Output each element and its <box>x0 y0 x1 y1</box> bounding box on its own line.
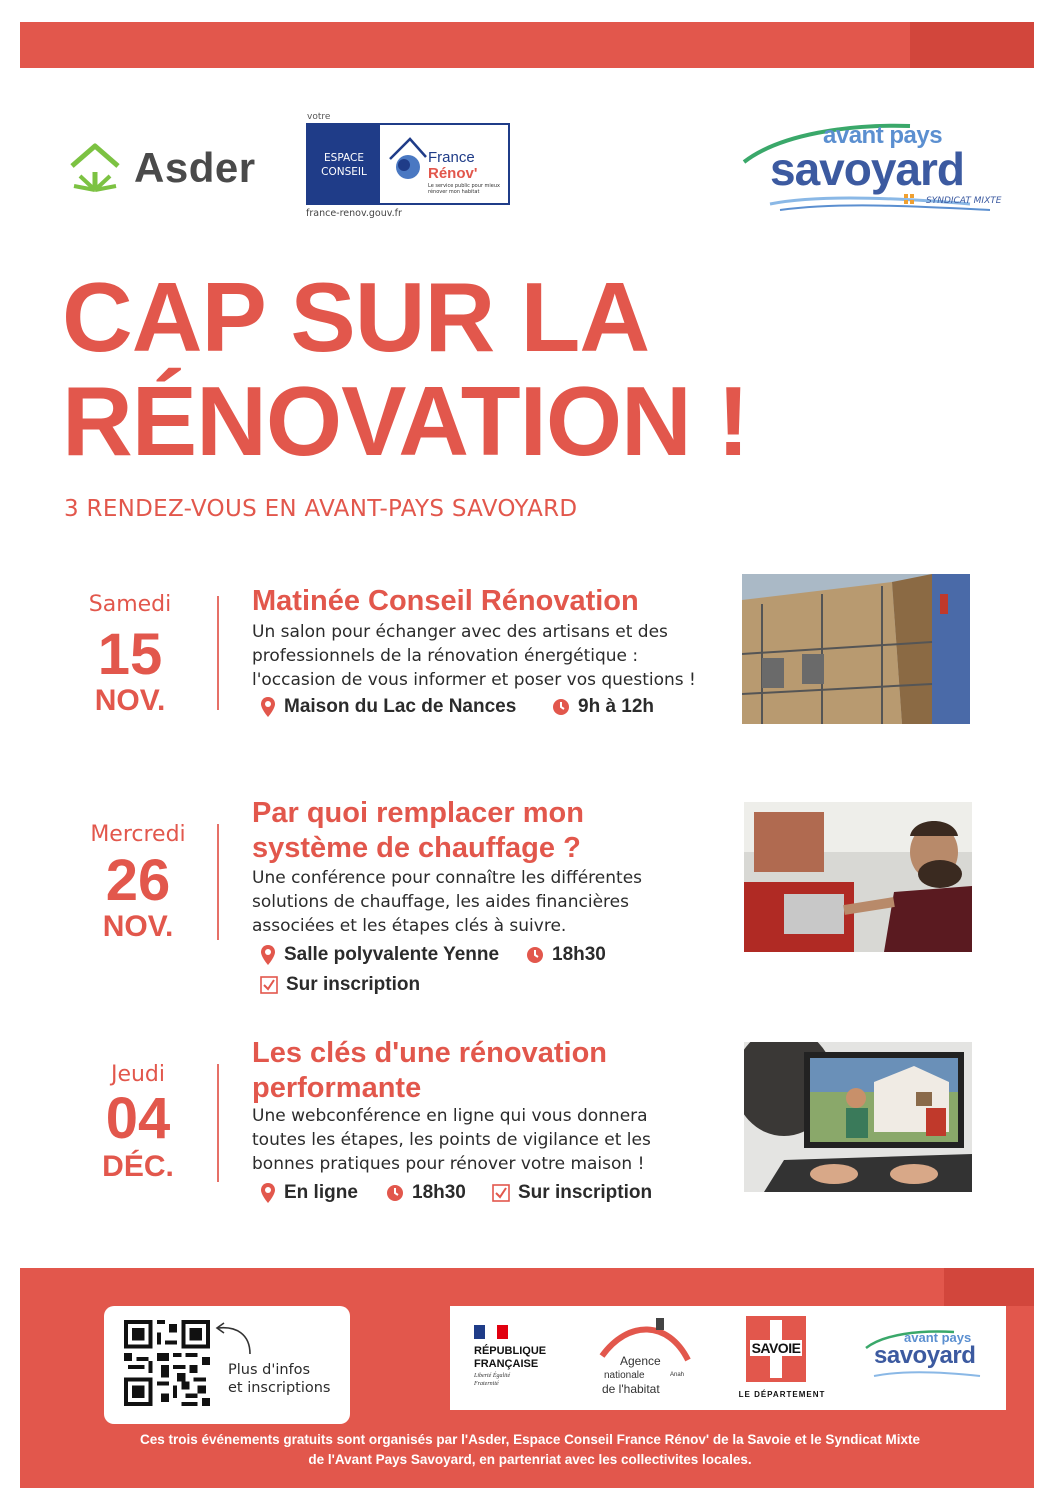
event-registration <box>260 974 420 996</box>
event-registration-text: Sur inscription <box>286 974 421 995</box>
qr-caption-line2: et inscriptions <box>228 1379 331 1396</box>
event-registration <box>492 1182 652 1204</box>
event-location <box>260 944 499 966</box>
event-desc-line: professionnels de la rénovation énergétique : <box>252 646 639 667</box>
event-date: 04 <box>105 1086 171 1151</box>
avant-pays-sub: SYNDICAT MIXTE <box>926 196 1002 206</box>
event-title-line: système de chauffage ? <box>252 831 581 864</box>
republique-francaise-logo <box>474 1324 584 1388</box>
checkbox-check-icon <box>260 976 278 994</box>
event-title <box>252 584 639 619</box>
event-day: Mercredi <box>90 822 186 847</box>
footer-text-line2: de l'Avant Pays Savoyard, en partenriat avec les collectivites locales. <box>308 1451 752 1467</box>
aps-small-line2: savoyard <box>874 1342 976 1369</box>
event-time-text: 9h à 12h <box>578 696 655 717</box>
event-day: Samedi <box>88 592 172 617</box>
republique-line1: RÉPUBLIQUE <box>474 1345 547 1357</box>
event-desc-line: Une webconférence en ligne qui vous donnera <box>252 1106 648 1126</box>
anah-logo <box>596 1316 700 1406</box>
laptop-webconference-photo <box>744 1042 972 1192</box>
event-day: Jeudi <box>110 1062 166 1087</box>
qr-card <box>104 1306 350 1424</box>
curved-arrow-icon <box>210 1320 256 1356</box>
republique-line2: FRANÇAISE <box>474 1358 539 1371</box>
clock-icon <box>526 946 544 964</box>
event-description <box>252 1104 651 1176</box>
france-renov-brand <box>380 125 508 203</box>
event-separator <box>217 596 219 710</box>
event-desc-line: toutes les étapes, les points de vigilance et les <box>252 1130 651 1151</box>
avant-pays-small-logo <box>864 1326 994 1396</box>
marianne-flag-icon <box>474 1325 508 1339</box>
event-date: 26 <box>105 848 171 913</box>
event-time <box>552 696 654 718</box>
main-title-line1: CAP SUR LA <box>62 262 650 372</box>
savoie-label: SAVOIE <box>751 1340 801 1356</box>
asder-logo-icon <box>68 142 122 194</box>
event-desc-line: solutions de chauffage, les aides financières <box>252 892 629 913</box>
france-renov-tagline: Le service public pour mieux rénover mon habitat <box>428 183 501 195</box>
event-month: NOV. <box>94 684 166 717</box>
event-location-text: En ligne <box>284 1182 358 1203</box>
event-month: NOV. <box>102 910 174 943</box>
main-title-line2: RÉNOVATION ! <box>62 366 749 476</box>
location-pin-icon <box>260 1182 276 1204</box>
clock-icon <box>552 698 570 716</box>
anah-line1: Agence <box>620 1354 661 1368</box>
qr-caption-line1: Plus d'infos <box>228 1362 311 1378</box>
france-renov-prefix: votre <box>307 112 331 122</box>
aps-small-line1: avant pays <box>904 1330 972 1345</box>
france-renov-logo <box>306 123 510 205</box>
anah-short: Anah <box>670 1372 685 1378</box>
event-title-line: Matinée Conseil Rénovation <box>252 585 639 617</box>
anah-line3: de l'habitat <box>602 1382 660 1396</box>
top-band <box>20 22 1034 68</box>
espace-conseil-block <box>308 125 380 203</box>
anah-line2: nationale <box>604 1370 645 1381</box>
qr-code-icon[interactable] <box>124 1320 210 1406</box>
location-pin-icon <box>260 696 276 718</box>
event-desc-line: l'occasion de vous informer et poser vos questions ! <box>252 670 696 691</box>
partner-logos <box>450 1306 1006 1410</box>
event-time <box>526 944 606 966</box>
france-renov-url: france-renov.gouv.fr <box>306 208 402 219</box>
event-title <box>252 796 584 866</box>
event-separator <box>217 1064 219 1182</box>
event-description <box>252 620 696 692</box>
location-pin-icon <box>260 944 276 966</box>
event-location <box>260 696 516 718</box>
clock-icon <box>386 1184 404 1202</box>
heating-technician-photo <box>744 802 972 952</box>
event-description <box>252 866 642 938</box>
savoie-departement-logo <box>732 1316 832 1406</box>
event-desc-line: Une conférence pour connaître les différentes <box>252 868 643 888</box>
avant-pays-line2: savoyard <box>770 143 965 195</box>
main-subtitle: 3 RENDEZ-VOUS EN AVANT-PAYS SAVOYARD <box>64 496 578 522</box>
event-title-line: Par quoi remplacer mon <box>252 797 584 829</box>
event-time <box>386 1182 466 1204</box>
renovation-scaffold-photo <box>742 574 970 724</box>
event-registration-text: Sur inscription <box>518 1182 653 1203</box>
event-title-line: Les clés d'une rénovation <box>252 1037 607 1069</box>
event-month: DÉC. <box>102 1150 174 1183</box>
espace-conseil-line1: ESPACE <box>324 152 364 164</box>
france-renov-name-2: Rénov' <box>428 165 478 182</box>
event-desc-line: bonnes pratiques pour rénover votre maison ! <box>252 1154 645 1175</box>
savoie-sub: LE DÉPARTEMENT <box>738 1390 826 1399</box>
republique-devise: Liberté Égalité Fraternité <box>474 1373 511 1387</box>
event-date: 15 <box>97 622 163 687</box>
footer-organizers-text <box>40 1430 1020 1469</box>
avant-pays-line1: avant pays <box>823 122 943 149</box>
event-location <box>260 1182 358 1204</box>
event-desc-line: associées et les étapes clés à suivre. <box>252 916 567 937</box>
event-title-line: performante <box>252 1071 422 1104</box>
espace-conseil-line2: CONSEIL <box>321 166 367 179</box>
event-desc-line: Un salon pour échanger avec des artisans et des <box>252 622 668 642</box>
event-title <box>252 1036 607 1106</box>
france-renov-name-1: France <box>428 149 475 166</box>
event-time-text: 18h30 <box>412 1182 466 1203</box>
event-location-text: Salle polyvalente Yenne <box>284 944 500 965</box>
checkbox-check-icon <box>492 1184 510 1202</box>
event-separator <box>217 824 219 940</box>
qr-caption <box>228 1362 330 1397</box>
event-time-text: 18h30 <box>552 944 606 965</box>
france-renov-house-icon <box>388 135 428 187</box>
footer-text-line1: Ces trois événements gratuits sont organisés par l'Asder, Espace Conseil France Rénov' de la Savoie et le Syndicat Mixte <box>140 1432 920 1447</box>
event-location-text: Maison du Lac de Nances <box>284 696 517 717</box>
asder-logo-text: Asder <box>134 144 256 191</box>
